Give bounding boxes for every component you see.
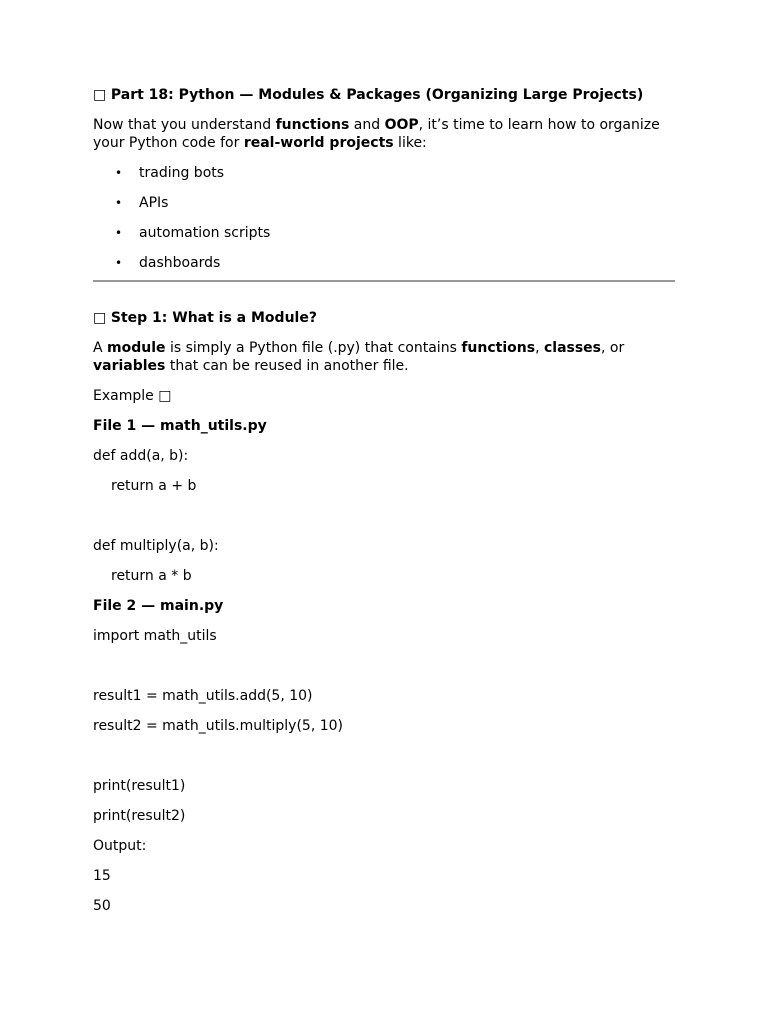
code-line: print(result2) [93, 808, 186, 824]
output-value: 15 [93, 868, 111, 884]
definition-text: , [535, 340, 544, 356]
code-line: result1 = math_utils.add(5, 10) [93, 688, 313, 704]
file2-title: File 2 — main.py [93, 598, 224, 614]
definition-text: A [93, 340, 108, 356]
intro-text: like: [393, 135, 427, 151]
document-page [93, 86, 683, 927]
intro-paragraph [93, 116, 683, 152]
list-item-text: trading bots [139, 165, 225, 181]
bullet-icon: • [115, 196, 123, 210]
intro-bold-oop: OOP [384, 117, 419, 133]
code-line: def add(a, b): [93, 448, 189, 464]
list-item [93, 194, 683, 212]
definition-text: , or [601, 340, 625, 356]
blank-line [93, 747, 683, 765]
file1-title: File 1 — math_utils.py [93, 418, 267, 434]
step1-heading-text: Step 1: What is a Module? [110, 310, 317, 326]
definition-bold-variables: variables [93, 358, 166, 374]
bullet-icon: • [115, 226, 123, 240]
intro-text: Now that you understand [93, 117, 276, 133]
module-definition [93, 339, 683, 375]
code-line: result2 = math_utils.multiply(5, 10) [93, 718, 343, 734]
step1-heading [93, 309, 683, 327]
intro-bold-functions: functions [275, 117, 350, 133]
list-item [93, 254, 683, 272]
definition-bold-module: module [107, 340, 166, 356]
list-item-text: dashboards [139, 255, 221, 271]
output-label: Output: [93, 838, 147, 854]
bullet-icon: • [115, 166, 123, 180]
code-line: return a + b [111, 478, 197, 494]
list-item [93, 164, 683, 182]
code-line: import math_utils [93, 628, 217, 644]
list-item-text: APIs [139, 195, 169, 211]
intro-text: , it’s time to learn how to organize your Python code for [93, 117, 660, 151]
list-item-text: automation scripts [139, 225, 271, 241]
definition-bold-functions: functions [461, 340, 536, 356]
example-label: Example □ [93, 388, 172, 404]
box-icon: □ [93, 310, 107, 326]
code-line: def multiply(a, b): [93, 538, 219, 554]
box-icon: □ [93, 87, 107, 103]
horizontal-divider [93, 280, 675, 282]
code-line: return a * b [111, 568, 192, 584]
intro-text: and [349, 117, 385, 133]
part-heading [93, 86, 683, 104]
blank-line [93, 507, 683, 525]
definition-bold-classes: classes [543, 340, 602, 356]
project-list [93, 164, 683, 272]
bullet-icon: • [115, 256, 123, 270]
intro-bold-real-world: real-world projects [243, 135, 394, 151]
blank-line [93, 657, 683, 675]
definition-text: that can be reused in another file. [165, 358, 409, 374]
definition-text: is simply a Python file (.py) that contains [165, 340, 462, 356]
list-item [93, 224, 683, 242]
part-heading-text: Part 18: Python — Modules & Packages (Organizing Large Projects) [110, 87, 644, 103]
output-value: 50 [93, 898, 111, 914]
code-line: print(result1) [93, 778, 186, 794]
